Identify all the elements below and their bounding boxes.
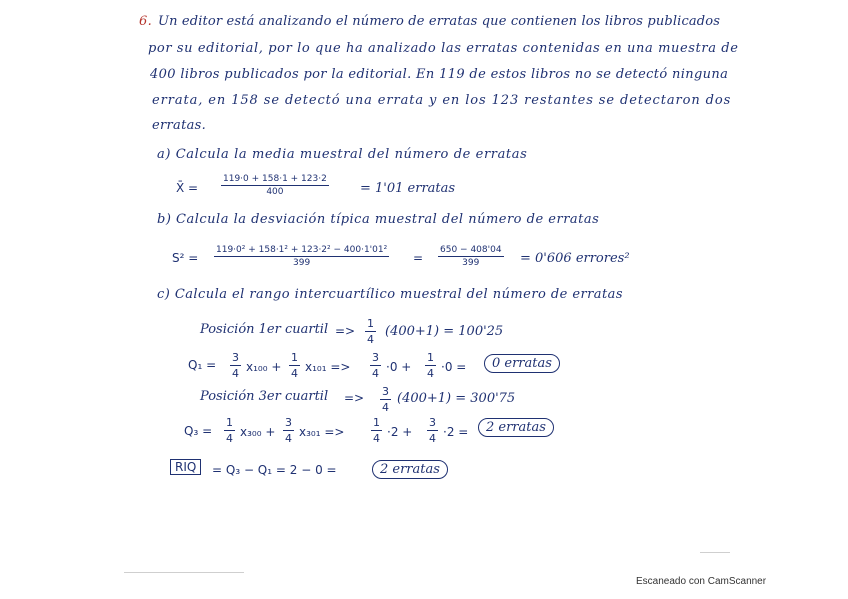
q1-position-value: (400+1) = 100'25: [385, 324, 504, 339]
variance-numerator-2: 650 − 408'04: [440, 245, 502, 255]
statement-line-2: por su editorial, por lo que ha analizado las erratas contenidas en una muestra de: [148, 41, 739, 56]
variance-fraction-2: [438, 245, 504, 268]
fraction-denominator: 4: [232, 367, 239, 380]
fraction-numerator: 3: [232, 351, 239, 364]
q3-result: 2 erratas: [478, 418, 554, 437]
fraction-numerator: 3: [382, 385, 389, 398]
q1-frac-b: [289, 351, 300, 380]
q3-term-d: ·2 =: [443, 425, 469, 439]
q3-term-c: ·2 +: [387, 425, 413, 439]
fraction-denominator: 4: [226, 432, 233, 445]
statement-line-4: errata, en 158 se detectó una errata y en los 123 restantes se detectaron dos: [152, 93, 732, 108]
riq-label: RIQ: [170, 459, 201, 475]
fraction-denominator: 4: [373, 432, 380, 445]
statement-line-1: Un editor está analizando el número de erratas que contienen los libros publicados: [158, 14, 721, 29]
part-b-question: b) Calcula la desviación típica muestral del número de erratas: [157, 212, 600, 227]
q1-term-a: x₁₀₀ +: [246, 360, 282, 374]
variance-result: = 0'606 errores²: [520, 251, 630, 266]
fraction-numerator: 3: [429, 416, 436, 429]
q3-position-label: Posición 3er cuartil: [200, 389, 329, 404]
fraction-numerator: 1: [291, 351, 298, 364]
scan-divider: [124, 572, 244, 573]
q3-position-arrow: =>: [344, 391, 365, 405]
riq-result: 2 erratas: [372, 460, 448, 479]
q1-frac-d: [425, 351, 436, 380]
mean-result: = 1'01 erratas: [360, 181, 456, 196]
q3-frac-a: [224, 416, 235, 445]
scan-mark: [700, 552, 730, 553]
fraction-numerator: 3: [285, 416, 292, 429]
q3-frac-b: [283, 416, 294, 445]
statement-line-5: erratas.: [152, 118, 207, 133]
variance-denominator: 399: [293, 258, 311, 268]
variance-denominator-2: 399: [462, 258, 480, 268]
fraction-denominator: 4: [291, 367, 298, 380]
fraction-denominator: 4: [382, 401, 389, 414]
fraction-numerator: 1: [367, 317, 374, 330]
mean-symbol: X̄ =: [176, 181, 199, 195]
fraction-numerator: 1: [373, 416, 380, 429]
q1-term-c: ·0 +: [386, 360, 412, 374]
q1-frac-a: [230, 351, 241, 380]
mean-fraction: [221, 174, 329, 197]
q1-position-label: Posición 1er cuartil: [200, 322, 329, 337]
q1-frac-c: [370, 351, 381, 380]
statement-line-3: 400 libros publicados por la editorial. En 119 de estos libros no se detectó ninguna: [150, 67, 729, 82]
fraction-numerator: 1: [226, 416, 233, 429]
scanner-watermark: Escaneado con CamScanner: [636, 576, 767, 587]
fraction-denominator: 4: [285, 432, 292, 445]
q1-term-d: ·0 =: [441, 360, 467, 374]
part-c-question: c) Calcula el rango intercuartílico muestral del número de erratas: [157, 287, 624, 302]
q1-result: 0 erratas: [484, 354, 560, 373]
mean-denominator: 400: [266, 187, 284, 197]
q1-symbol: Q₁ =: [188, 358, 217, 372]
q1-term-b: x₁₀₁ =>: [305, 360, 351, 374]
fraction-numerator: 3: [372, 351, 379, 364]
variance-symbol: S² =: [172, 251, 199, 265]
variance-fraction: [214, 245, 389, 268]
fraction-denominator: 4: [372, 367, 379, 380]
q3-term-b: x₃₀₁ =>: [299, 425, 345, 439]
q1-position-arrow: =>: [335, 324, 356, 338]
variance-equals: =: [413, 251, 424, 265]
q3-frac-c: [371, 416, 382, 445]
q3-term-a: x₃₀₀ +: [240, 425, 276, 439]
part-a-question: a) Calcula la media muestral del número de erratas: [157, 147, 528, 162]
problem-number: 6.: [139, 14, 153, 29]
fraction-denominator: 4: [429, 432, 436, 445]
mean-numerator: 119·0 + 158·1 + 123·2: [223, 174, 327, 184]
q1-position-fraction: [365, 317, 376, 346]
fraction-denominator: 4: [367, 333, 374, 346]
variance-numerator: 119·0² + 158·1² + 123·2² − 400·1'01²: [216, 245, 388, 255]
riq-expression: = Q₃ − Q₁ = 2 − 0 =: [212, 463, 337, 477]
fraction-denominator: 4: [427, 367, 434, 380]
q3-position-value: (400+1) = 300'75: [397, 391, 516, 406]
q3-symbol: Q₃ =: [184, 424, 213, 438]
fraction-numerator: 1: [427, 351, 434, 364]
q3-position-fraction: [380, 385, 391, 414]
q3-frac-d: [427, 416, 438, 445]
